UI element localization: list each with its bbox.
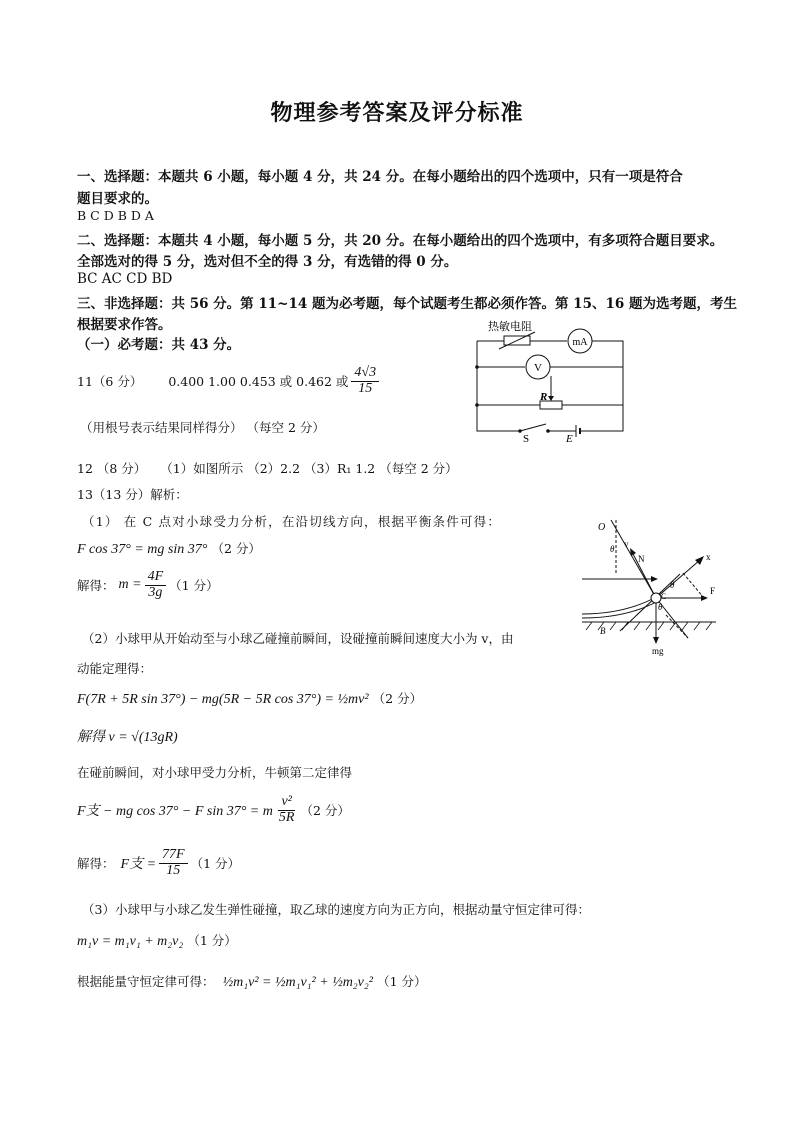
q13-sol3-denominator: 15 xyxy=(166,862,181,878)
q13-sol1-line xyxy=(77,570,219,600)
part1-answers: B C D B D A xyxy=(77,208,154,223)
q13-eq5: ½m₁v² = ½m₁v₁² + ½m₂v₂² xyxy=(222,975,373,990)
q12-text: （1）如图所示 （2）2.2 （3）R₁ 1.2 （每空 2 分） xyxy=(160,461,458,476)
q11-answers: 0.400 1.00 0.453 或 0.462 或 xyxy=(168,374,349,390)
part3-sub-heading: （一）必考题：共 43 分。 xyxy=(77,337,241,353)
q13-part3: 在碰前瞬间，对小球甲受力分析，牛顿第二定律得 xyxy=(77,765,353,780)
q13-part4: （3）小球甲与小球乙发生弹性碰撞，取乙球的速度方向为正方向，根据动量守恒定律可得： xyxy=(82,902,590,917)
q13-eq2-score: （2 分） xyxy=(372,691,423,706)
q11-label: 11（6 分） xyxy=(77,374,143,390)
q13-eq3-denominator: 5R xyxy=(278,809,295,825)
q13-eq1-line xyxy=(77,539,261,558)
force-origin-label: O xyxy=(598,522,606,533)
force-b-label: B xyxy=(600,626,606,636)
q11-fraction-denominator: 15 xyxy=(358,380,373,396)
q12-line xyxy=(77,459,458,477)
q13-eq5-line xyxy=(77,972,427,991)
q13-sol3-score: （1 分） xyxy=(190,856,241,872)
q13-sol1-fraction xyxy=(145,570,167,600)
q13-sol3-line xyxy=(77,848,240,878)
q11-line xyxy=(77,366,382,396)
force-theta-right: θ xyxy=(670,580,675,590)
q13-sol3-prefix: 解得： xyxy=(77,856,115,872)
voltmeter-symbol: V xyxy=(534,362,542,374)
q13-sol1-prefix: 解得： xyxy=(77,578,115,594)
force-mg-label: mg xyxy=(652,646,664,656)
q13-sol1-score: （1 分） xyxy=(169,578,219,594)
part3-heading-line1: 三、非选择题：共 56 分。第 11~14 题为必考题，每个试题考生都必须作答。第 15、16 题为选考题，考生 xyxy=(77,296,737,312)
force-theta-bottom: θ xyxy=(658,602,663,612)
q13-eq2: F(7R + 5R sin 37°) − mg(5R − 5R cos 37°) = ½mv² xyxy=(77,692,369,707)
circuit-diagram xyxy=(468,318,630,444)
switch-label: S xyxy=(523,433,530,444)
page-title: 物理参考答案及评分标准 xyxy=(270,100,524,126)
q11-fraction xyxy=(351,366,379,396)
part2-answers: BC AC CD BD xyxy=(77,271,173,287)
q13-sol1-numerator: 4F xyxy=(145,570,167,586)
q13-eq3-score: （2 分） xyxy=(300,803,350,819)
q13-sol1-lhs: m = xyxy=(118,577,142,593)
q13-eq3-line xyxy=(77,795,350,825)
source-label: E xyxy=(566,433,573,444)
q13-eq1-score: （2 分） xyxy=(211,541,261,556)
q13-eq2-line xyxy=(77,689,422,708)
q13-part5: 根据能量守恒定律可得： xyxy=(77,974,215,989)
part3-heading-line2: 根据要求作答。 xyxy=(77,317,172,333)
q13-sol3-numerator: 77F xyxy=(159,848,188,864)
q13-eq3-numerator: v² xyxy=(278,795,294,811)
force-theta-top: θ xyxy=(610,544,615,554)
q13-eq4: m₁v = m₁v₁ + m₂v₂ xyxy=(77,934,184,949)
force-c-label: C xyxy=(661,592,667,601)
ammeter-symbol: mA xyxy=(572,337,588,348)
q13-eq4-score: （1 分） xyxy=(187,933,237,948)
q13-sol2: 解得 v = √(13gR) xyxy=(77,730,178,745)
q13-eq3: F支 − mg cos 37° − F sin 37° = m xyxy=(77,804,273,820)
q13-eq5-score: （1 分） xyxy=(377,974,427,989)
q13-eq4-line xyxy=(77,931,237,950)
q12-label: 12 （8 分） xyxy=(77,461,147,476)
part2-heading-line2: 全部选对的得 5 分，选对但不全的得 3 分，有选错的得 0 分。 xyxy=(77,254,458,270)
part1-heading-line1: 一、选择题：本题共 6 小题，每小题 4 分，共 24 分。在每小题给出的四个选项中，只有一项是符合 xyxy=(77,169,683,185)
force-f-label: F xyxy=(710,586,716,596)
q13-sol1-denominator: 3g xyxy=(148,584,163,600)
force-normal-label: N xyxy=(638,554,645,564)
q11-note: （用根号表示结果同样得分） （每空 2 分） xyxy=(80,420,325,435)
q13-part1: （1） 在 C 点对小球受力分析，在沿切线方向，根据平衡条件可得： xyxy=(82,514,502,529)
q11-fraction-numerator: 4√3 xyxy=(351,366,379,382)
q13-eq1: F cos 37° = mg sin 37° xyxy=(77,542,208,557)
part1-heading-line2: 题目要求的。 xyxy=(77,191,158,207)
force-x-axis-label: x xyxy=(706,552,711,562)
thermistor-label: 热敏电阻 xyxy=(488,321,532,333)
rheostat-label: R xyxy=(540,391,548,403)
q13-sol3-fraction xyxy=(159,848,188,878)
q13-part2-line2: 动能定理得： xyxy=(77,661,153,676)
q13-part2-line1: （2）小球甲从开始动至与小球乙碰撞前瞬间，设碰撞前瞬间速度大小为 v，由 xyxy=(82,631,514,646)
force-velocity-label: v xyxy=(624,539,629,549)
q13-eq3-fraction xyxy=(276,795,298,825)
q13-sol3-lhs: F支 = xyxy=(120,857,157,873)
part2-heading-line1: 二、选择题：本题共 4 小题，每小题 5 分，共 20 分。在每小题给出的四个选项中，有多项符合题目要求。 xyxy=(77,233,724,249)
force-diagram xyxy=(576,518,722,658)
q13-label: 13（13 分）解析： xyxy=(77,487,188,502)
